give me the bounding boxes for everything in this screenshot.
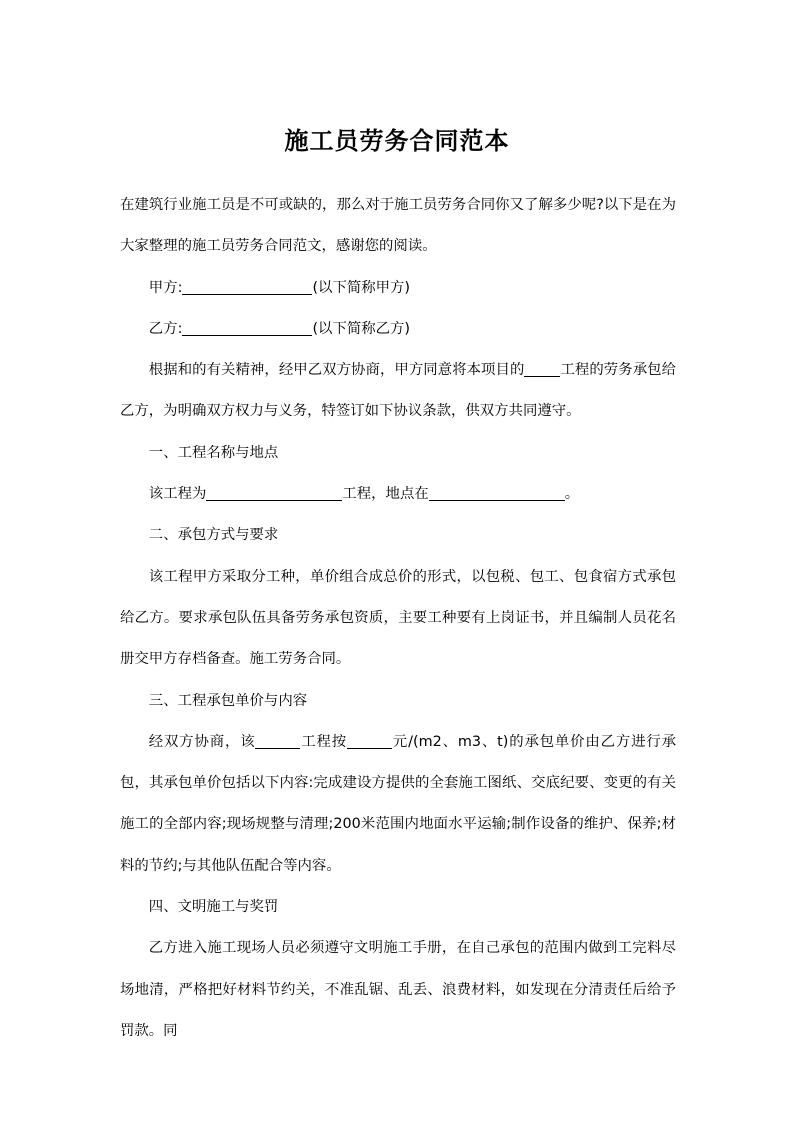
party-a-label: 甲方:	[148, 279, 183, 296]
section-1-paragraph	[120, 474, 676, 515]
section-3-text-3: 元/(m2、m3、t)的承包单价由乙方进行承包，其承包单价包括以下内容:完成建设方提供的全套施工图纸、交底纪要、变更的有关施工的全部内容;现场规整与清理;200米范围内地面水平运输;制作设备的维护、保养;材料的节约;与其他队伍配合等内容。	[120, 733, 676, 874]
document-body	[120, 185, 676, 1052]
party-a-note: (以下简称甲方)	[312, 279, 411, 296]
section-2-paragraph: 该工程甲方采取分工种，单价组合成总价的形式，以包税、包工、包食宿方式承包给乙方。要求承包队伍具备劳务承包资质，主要工种要有上岗证书，并且编制人员花名册交甲方存档备查。施工劳务合同。	[120, 568, 676, 668]
intro-paragraph: 在建筑行业施工员是不可或缺的，那么对于施工员劳务合同你又了解多少呢?以下是在为大家整理的施工员劳务合同范文，感谢您的阅读。	[120, 197, 676, 255]
section-4-heading: 四、文明施工与奖罚	[148, 899, 279, 916]
section-3-paragraph	[120, 722, 676, 887]
project-name-blank	[524, 358, 560, 377]
section-4-paragraph: 乙方进入施工现场人员必须遵守文明施工手册，在自己承包的范围内做到工完料尽场地清，严格把好材料节约关，不准乱锯、乱丢、浪费材料，如发现在分清责任后给予罚款。同	[120, 940, 676, 1039]
party-b-note: (以下简称乙方)	[312, 320, 411, 337]
preamble-paragraph	[120, 350, 676, 433]
section-1-text-1: 该工程为	[148, 486, 207, 503]
party-a-blank	[182, 276, 312, 295]
section-1-text-3: 。	[564, 486, 580, 503]
section-3-heading: 三、工程承包单价与内容	[148, 692, 308, 709]
section-3-text-2: 工程按	[300, 733, 348, 750]
party-a-line	[120, 268, 676, 309]
work-type-blank	[255, 730, 300, 749]
section-2-heading: 二、承包方式与要求	[148, 527, 279, 544]
party-b-line	[120, 309, 676, 350]
party-b-blank	[182, 317, 312, 336]
location-blank	[429, 482, 565, 501]
section-1-text-2: 工程，地点在	[342, 486, 429, 503]
section-3-text-1: 经双方协商，该	[148, 733, 256, 750]
preamble-text-1: 根据和的有关精神，经甲乙双方协商，甲方同意将本项目的	[148, 362, 525, 379]
preamble-text-2: 工程的劳务承包给乙方，为明确双方权力与义务，特签订如下协议条款，供双方共同遵守。	[120, 362, 676, 420]
section-1-heading: 一、工程名称与地点	[148, 444, 279, 461]
party-b-label: 乙方:	[148, 320, 183, 337]
unit-price-blank	[347, 730, 392, 749]
project-name-field-blank	[206, 482, 342, 501]
document-title: 施工员劳务合同范本	[284, 126, 510, 155]
